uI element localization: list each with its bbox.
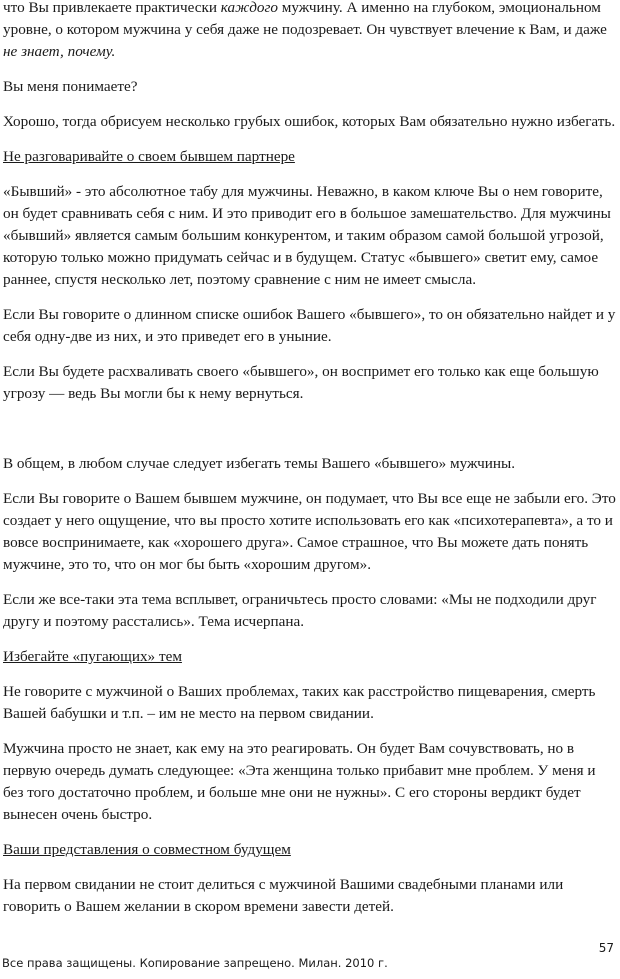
paragraph-ex-praise: Если Вы будете расхваливать своего «бывшего», он воспримет его только как еще большую угрозу — ведь Вы могли бы к нему вернуться. [3, 363, 599, 402]
paragraph-ex-mistakes: Если Вы говорите о длинном списке ошибок Вашего «бывшего», то он обязательно найдет и у себя одну-две из них, и это приведет его в уныние. [3, 306, 616, 345]
emphasis-text: каждого [220, 0, 278, 16]
paragraph-mistakes-intro: Хорошо, тогда обрисуем несколько грубых ошибок, которых Вам обязательно нужно избегать. [3, 113, 616, 130]
paragraph-problems: Не говорите с мужчиной о Ваших проблемах, таких как расстройство пищеварения, смерть Вашей бабушки и т.п. – им не место на первом свидании. [3, 683, 596, 722]
emphasis-text: не знает, почему. [3, 43, 116, 60]
paragraph-wedding-plans: На первом свидании не стоит делиться с мужчиной Вашими свадебными планами или говорить о Вашем желании в скором времени завести детей. [3, 876, 564, 915]
section-heading-ex-partner: Не разговаривайте о своем бывшем партнере [3, 148, 295, 165]
paragraph-text: мужчину. А именно на глубоком, эмоциональном уровне, о котором мужчина у себя даже не подозревает. Он чувствует влечение к Вам, и даже [3, 0, 607, 38]
paragraph-attraction [3, 0, 617, 63]
paragraph-man-reaction: Мужчина просто не знает, как ему на это реагировать. Он будет Вам сочувствовать, но в первую очередь думать следующее: «Эта женщина только прибавит мне проблем. У меня и без того достаточно проблем, и больше мне они не нужны». С его стороны вердикт будет вынесен очень быстро. [3, 740, 596, 823]
paragraph-ex-phrase: Если же все-таки эта тема всплывет, ограничьтесь просто словами: «Мы не подходили друг другу и поэтому расстались». Тема исчерпана. [3, 591, 597, 630]
footer-copyright: Все права защищены. Копирование запрещено. Милан. 2010 г. [2, 956, 388, 970]
paragraph-ex-taboo: «Бывший» - это абсолютное табу для мужчины. Неважно, в каком ключе Вы о нем говорите, он будет сравнивать себя с ним. И это приводит его в большое замешательство. Для мужчины «бывший» является самым большим конкурентом, и таким образом самой большой угрозой, которую только можно придумать сейчас и в будущем. Статус «бывшего» светит ему, самое раннее, спустя несколько лет, поэтому сравнение с ним не имеет смысла. [3, 183, 611, 288]
page-number: 57 [598, 941, 614, 955]
paragraph-ex-friend: Если Вы говорите о Вашем бывшем мужчине, он подумает, что Вы все еще не забыли его. Это создает у него ощущение, что вы просто хотите использовать его как «психотерапевта», а то и вовсе воспринимаете, как «хорошего друга». Самое страшное, что Вы можете дать понять мужчине, это то, что он мог бы быть «хорошим другом». [3, 490, 616, 573]
paragraph-question: Вы меня понимаете? [3, 78, 138, 95]
paragraph-text: что Вы привлекаете практически [3, 0, 221, 16]
section-heading-future: Ваши представления о совместном будущем [3, 841, 291, 858]
section-heading-scary-topics: Избегайте «пугающих» тем [3, 648, 182, 665]
paragraph-ex-summary: В общем, в любом случае следует избегать темы Вашего «бывшего» мужчины. [3, 455, 516, 472]
